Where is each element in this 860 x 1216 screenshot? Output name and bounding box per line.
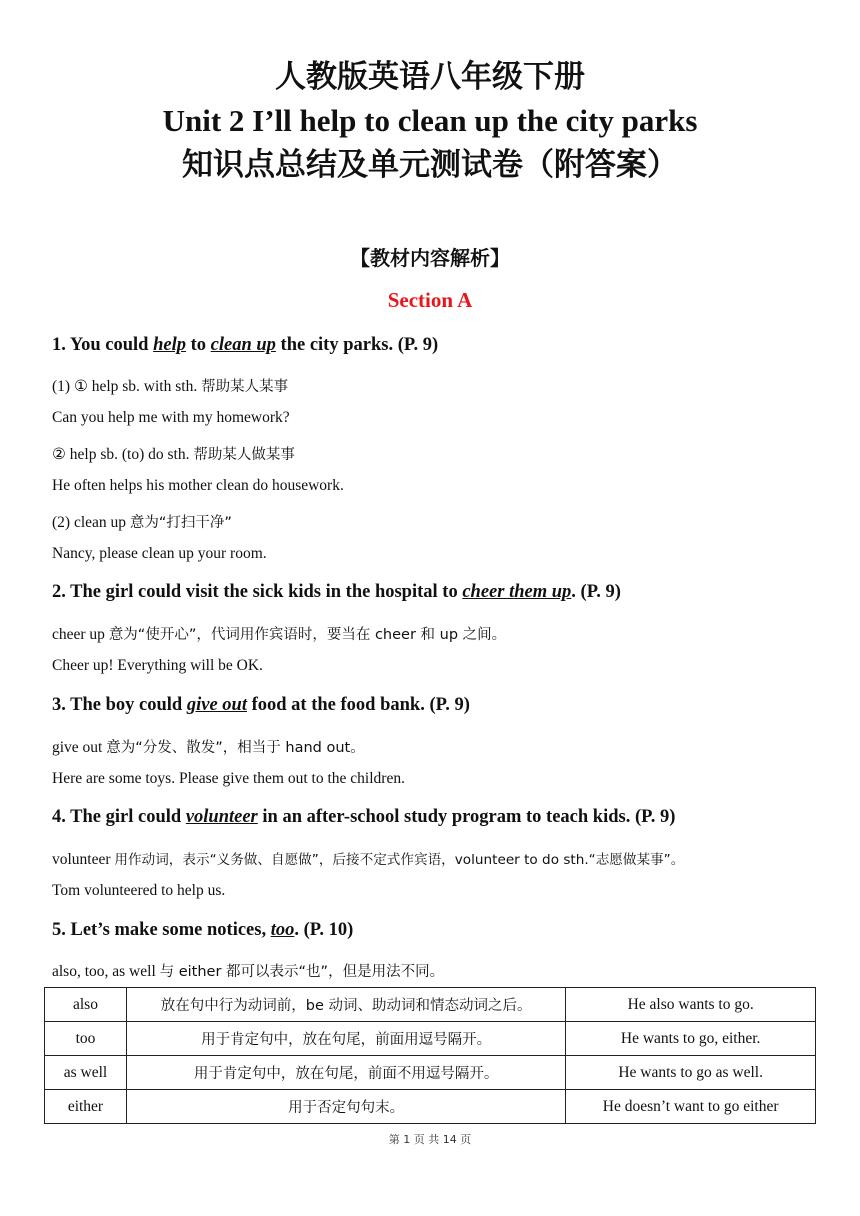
en-text: Can you help me with my homework? xyxy=(52,409,290,426)
item-3-line-2 xyxy=(52,770,405,788)
title-line-3: 知识点总结及单元测试卷（附答案） xyxy=(182,147,678,183)
item-1-line-6 xyxy=(52,545,267,563)
example-cell: He also wants to go. xyxy=(566,988,816,1022)
table-row xyxy=(45,1022,816,1056)
table-row xyxy=(45,988,816,1022)
keyword: volunteer xyxy=(185,807,258,827)
item-1-heading xyxy=(52,335,438,356)
item-3-line-1 xyxy=(52,736,365,757)
zh-text: 与 either 都可以表示“也”，但是用法不同。 xyxy=(159,964,445,980)
heading-text: 1. You could xyxy=(52,335,154,355)
zh-text: 帮助某人做某事 xyxy=(193,447,295,463)
en-text: also, too, as well xyxy=(52,963,160,980)
heading-text: the city parks. (P. 9) xyxy=(275,335,439,355)
en-text: volunteer xyxy=(52,851,115,868)
example-cell: He doesn’t want to go either xyxy=(566,1090,816,1124)
en-text: (2) clean up xyxy=(52,514,130,531)
en-text: (1) ① help sb. with sth. xyxy=(52,378,202,395)
heading-text: to xyxy=(185,335,211,355)
item-1-line-4 xyxy=(52,477,344,495)
example-cell: He wants to go as well. xyxy=(566,1056,816,1090)
usage-cell: 用于肯定句中，放在句尾，前面不用逗号隔开。 xyxy=(126,1056,565,1090)
usage-cell: 用于肯定句中，放在句尾，前面用逗号隔开。 xyxy=(126,1022,565,1056)
zh-text: 意为“打扫干净” xyxy=(129,515,232,531)
en-text: cheer up xyxy=(52,626,109,643)
heading-text: in an after-school study program to teach kids. (P. 9) xyxy=(257,807,676,827)
heading-text: . (P. 10) xyxy=(294,920,354,940)
en-text: Cheer up! Everything will be OK. xyxy=(52,657,263,674)
zh-text: 用作动词，表示“义务做、自愿做”，后接不定式作宾语，volunteer to do sth.“志愿做某事”。 xyxy=(114,852,685,868)
heading-text: 3. The boy could xyxy=(52,695,187,715)
title-line-2: Unit 2 I’ll help to clean up the city parks xyxy=(162,103,698,138)
item-5-heading xyxy=(52,920,353,941)
keyword: help xyxy=(153,335,186,355)
zh-text: 意为“分发、散发”，相当于 hand out。 xyxy=(106,740,365,756)
keyword: clean up xyxy=(210,335,276,355)
word-cell: either xyxy=(45,1090,127,1124)
usage-cell: 用于否定句句末。 xyxy=(126,1090,565,1124)
en-text: Tom volunteered to help us. xyxy=(52,882,226,899)
heading-text: . (P. 9) xyxy=(571,582,621,602)
page-footer: 第 1 页 共 14 页 xyxy=(388,1133,472,1146)
heading-text: 2. The girl could visit the sick kids in the hospital to xyxy=(52,582,463,602)
keyword: too xyxy=(270,920,295,940)
word-cell: as well xyxy=(45,1056,127,1090)
en-text: Here are some toys. Please give them out to the children. xyxy=(52,770,405,787)
item-4-line-1 xyxy=(52,848,684,869)
zh-text: 帮助某人某事 xyxy=(201,379,289,395)
item-5-line-1 xyxy=(52,960,444,981)
item-2-line-1 xyxy=(52,623,506,644)
keyword: cheer them up xyxy=(462,582,572,602)
title-line-1: 人教版英语八年级下册 xyxy=(275,59,585,95)
item-3-heading xyxy=(52,695,470,716)
en-text: He often helps his mother clean do housework. xyxy=(52,477,344,494)
item-1-line-5 xyxy=(52,511,232,532)
heading-text: food at the food bank. (P. 9) xyxy=(246,695,470,715)
zh-text: 意为“使开心”，代词用作宾语时，要当在 cheer 和 up 之间。 xyxy=(108,627,507,643)
table-row xyxy=(45,1056,816,1090)
section-label: 【教材内容解析】 xyxy=(350,246,510,270)
word-cell: also xyxy=(45,988,127,1022)
example-cell: He wants to go, either. xyxy=(566,1022,816,1056)
en-text: give out xyxy=(52,739,107,756)
keyword: give out xyxy=(186,695,247,715)
word-cell: too xyxy=(45,1022,127,1056)
item-4-line-2 xyxy=(52,882,225,900)
section-a-heading: Section A xyxy=(387,288,473,312)
item-1-line-1 xyxy=(52,375,288,396)
item-4-heading xyxy=(52,807,675,828)
table-row xyxy=(45,1090,816,1124)
item-2-heading xyxy=(52,582,621,603)
heading-text: 4. The girl could xyxy=(52,807,186,827)
item-1-line-3 xyxy=(52,443,295,464)
heading-text: 5. Let’s make some notices, xyxy=(52,920,271,940)
usage-table xyxy=(44,987,816,1124)
item-2-line-2 xyxy=(52,657,263,675)
en-text: Nancy, please clean up your room. xyxy=(52,545,267,562)
item-1-line-2 xyxy=(52,409,290,427)
usage-cell: 放在句中行为动词前，be 动词、助动词和情态动词之后。 xyxy=(126,988,565,1022)
en-text: ② help sb. (to) do sth. xyxy=(52,446,194,463)
